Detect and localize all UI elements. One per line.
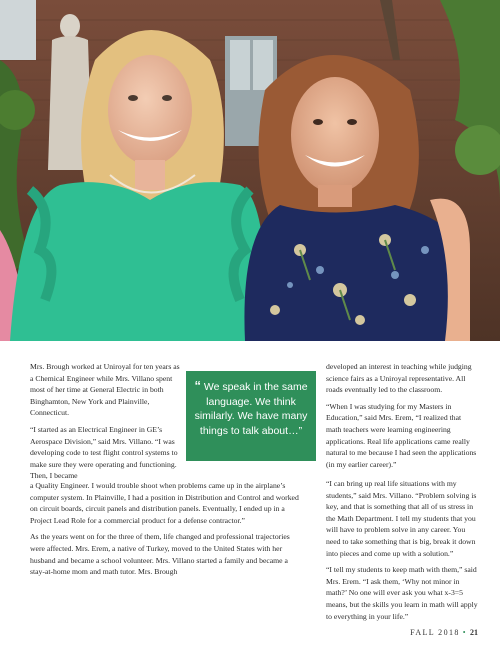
- article-column-wide-left: [30, 480, 304, 583]
- pull-quote-text: We speak in the same language. We think similarly. We have many things to talk about…”: [194, 381, 308, 437]
- paragraph: Mrs. Brough worked at Uniroyal for ten years as a Chemical Engineer while Mrs. Villano spent most of her time at General Electric in both Binghamton, New York and Plainville, Connecticut.: [30, 362, 180, 418]
- paragraph: “I can bring up real life situations with my students,” said Mrs. Villano. “Problem solving is key, and that is something that all of us stress in the Math Department. I tell my students that you will have to problem solve in any career. You need to take something that is big, break it down into pieces and come up with a solution.”: [326, 479, 477, 558]
- issue-label: FALL 2018: [410, 628, 460, 637]
- article-column-right: [326, 361, 478, 475]
- separator-dot-icon: •: [462, 628, 467, 637]
- paragraph: developed an interest in teaching while judging science fairs as a Uniroyal representative. All roads eventually led to the classroom.: [326, 362, 472, 395]
- paragraph: a Quality Engineer. I would trouble shoot when problems came up in the airplane’s computer system. In Plainville, I had a position in Distribution and Control and worked on circuit boards, circuit panels and distribution panels. Eventually, I ended up in a Project Lead Role for a commercial product for a defense contractor.”: [30, 481, 299, 525]
- page-footer: [410, 628, 478, 637]
- window-left: [0, 0, 36, 60]
- pull-quote: [186, 371, 316, 461]
- quote-mark-icon: “: [194, 378, 201, 393]
- article-column-left: [30, 361, 180, 487]
- article-body: [0, 341, 500, 647]
- paragraph: “I tell my students to keep math with them,” said Mrs. Erem. “I ask them, ‘Why not minor in math?’ No one will ever ask you what x-3=5 means, but the skills you learn in math will apply to everything in your life.”: [326, 565, 478, 621]
- paragraph: “I started as an Electrical Engineer in GE’s Aerospace Division,” said Mrs. Villano. “I was developing code to test flight control systems to make sure they were operating and functioning. Then, I became: [30, 424, 178, 481]
- article-column-wide-right: [326, 478, 478, 627]
- page-number: 21: [470, 628, 478, 637]
- paragraph: “When I was studying for my Masters in Education,” said Mrs. Erem, “I realized that math teachers were learning engineering applications. Real life applications came really natural to me because I had seen the applications (in my earlier career).”: [326, 401, 477, 469]
- paragraph: As the years went on for the three of them, life changed and professional trajectories were affected. Mrs. Erem, a native of Turkey, moved to the United States with her husband and became a school volunteer. Mrs. Villano started a family and became a stay-at-home mom and math tutor. Mrs. Brough: [30, 532, 290, 577]
